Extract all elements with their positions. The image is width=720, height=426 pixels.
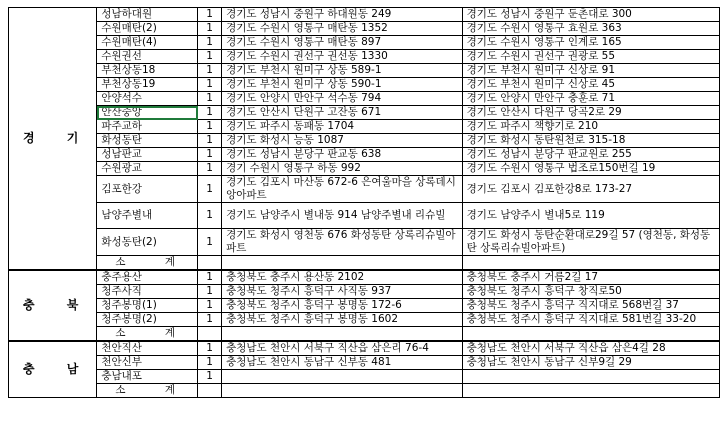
lot-address-cell[interactable]: 충청북도 청주시 흥덕구 봉명동 1602 [222,313,463,327]
subtotal-row [9,327,720,342]
lot-address-cell[interactable]: 경기도 수원시 영통구 매탄동 1352 [222,22,463,36]
site-name-cell[interactable]: 부천상동19 [97,78,198,92]
site-name-cell[interactable]: 안양석수 [97,92,198,106]
count-cell[interactable]: 1 [198,341,222,356]
road-address-cell[interactable]: 경기도 성남시 중원구 둔촌대로 300 [462,8,719,22]
count-cell[interactable]: 1 [198,285,222,299]
count-cell[interactable]: 1 [198,270,222,285]
table-row [9,120,720,134]
subtotal-road-cell[interactable] [462,327,719,342]
site-name-cell[interactable]: 수원권선 [97,50,198,64]
lot-address-cell[interactable]: 경기도 안산시 단원구 고잔동 671 [222,106,463,120]
count-cell[interactable]: 1 [198,162,222,176]
site-name-cell[interactable]: 수원매탄(2) [97,22,198,36]
road-address-cell[interactable]: 경기도 수원시 영통구 인계로 165 [462,36,719,50]
subtotal-count-cell[interactable] [198,256,222,271]
site-name-cell[interactable]: 청주봉명(1) [97,299,198,313]
table-row [9,50,720,64]
road-address-cell[interactable]: 경기도 파주시 책향기로 210 [462,120,719,134]
lot-address-cell[interactable]: 경기도 성남시 중원구 하대원동 249 [222,8,463,22]
site-name-cell[interactable]: 성남판교 [97,148,198,162]
subtotal-lot-cell[interactable] [222,384,463,398]
lot-address-cell[interactable]: 경기도 화성시 능동 1087 [222,134,463,148]
site-name-cell[interactable]: 화성동탄 [97,134,198,148]
count-cell[interactable]: 1 [198,203,222,229]
lot-address-cell[interactable]: 경기도 남양주시 별내동 914 남양주별내 리슈빌 [222,203,463,229]
lot-address-cell[interactable]: 경기도 수원시 권선구 권선동 1330 [222,50,463,64]
subtotal-label: 소 계 [97,384,198,398]
subtotal-row [9,256,720,271]
site-name-cell[interactable]: 천안신부 [97,356,198,370]
road-address-cell[interactable]: 충청남도 천안시 동남구 신부9길 29 [462,356,719,370]
lot-address-cell[interactable] [222,370,463,384]
road-address-cell[interactable]: 충청북도 청주시 흥덕구 창직로50 [462,285,719,299]
count-cell[interactable]: 1 [198,120,222,134]
lot-address-cell[interactable]: 충청남도 천안시 서북구 직산읍 삼은리 76-4 [222,341,463,356]
road-address-cell[interactable]: 경기도 수원시 영통구 법조로150번길 19 [462,162,719,176]
lot-address-cell[interactable]: 경기 수원시 영통구 하동 992 [222,162,463,176]
subtotal-label: 소 계 [97,327,198,342]
site-name-cell[interactable]: 청주봉명(2) [97,313,198,327]
road-address-cell[interactable]: 충청남도 천안시 서북구 직산읍 삼은4길 28 [462,341,719,356]
site-name-cell[interactable]: 수원매탄(4) [97,36,198,50]
road-address-cell[interactable]: 경기도 남양주시 별내5로 119 [462,203,719,229]
lot-address-cell[interactable]: 경기도 성남시 분당구 판교동 638 [222,148,463,162]
site-name-cell[interactable]: 청주사직 [97,285,198,299]
lot-address-cell[interactable]: 경기도 파주시 동패동 1704 [222,120,463,134]
site-name-cell[interactable]: 충주용산 [97,270,198,285]
lot-address-cell[interactable]: 경기도 부천시 원미구 상동 589-1 [222,64,463,78]
count-cell[interactable]: 1 [198,229,222,256]
road-address-cell[interactable]: 경기도 수원시 영통구 효원로 363 [462,22,719,36]
count-cell[interactable]: 1 [198,299,222,313]
count-cell[interactable]: 1 [198,148,222,162]
road-address-cell[interactable]: 경기도 수원시 권선구 권광로 55 [462,50,719,64]
site-name-cell[interactable]: 수원광교 [97,162,198,176]
table-row [9,370,720,384]
lot-address-cell[interactable]: 충청북도 청주시 흥덕구 사직동 937 [222,285,463,299]
road-address-cell[interactable]: 경기도 부천시 원미구 신상로 45 [462,78,719,92]
table-row [9,299,720,313]
count-cell[interactable]: 1 [198,134,222,148]
count-cell[interactable]: 1 [198,22,222,36]
site-name-cell[interactable]: 김포한강 [97,176,198,203]
table-row [9,36,720,50]
site-name-cell[interactable]: 안산중앙 [97,106,198,120]
lot-address-cell[interactable]: 경기도 화성시 영천동 676 화성동탄 상록리슈빌아파트 [222,229,463,256]
subtotal-count-cell[interactable] [198,384,222,398]
table-row [9,285,720,299]
table-row [9,148,720,162]
table-row [9,203,720,229]
region-label: 충 북 [9,270,97,341]
table-row [9,78,720,92]
road-address-cell[interactable]: 경기도 화성시 동탄순환대로29길 57 (영천동, 화성동탄 상록리슈빌아파트) [462,229,719,256]
facility-address-table [8,7,720,398]
subtotal-road-cell[interactable] [462,256,719,271]
table-row [9,92,720,106]
count-cell[interactable]: 1 [198,370,222,384]
road-address-cell[interactable]: 경기도 안산시 다원구 당곡2로 29 [462,106,719,120]
subtotal-count-cell[interactable] [198,327,222,342]
count-cell[interactable]: 1 [198,78,222,92]
site-name-cell[interactable]: 부천상동18 [97,64,198,78]
site-name-cell[interactable]: 화성동탄(2) [97,229,198,256]
count-cell[interactable]: 1 [198,50,222,64]
site-name-cell[interactable]: 천안직산 [97,341,198,356]
road-address-cell[interactable]: 충청북도 충주시 거름2길 17 [462,270,719,285]
lot-address-cell[interactable]: 경기도 안양시 만안구 석수동 794 [222,92,463,106]
road-address-cell[interactable]: 충청북도 청주시 흥덕구 직지대로 568번길 37 [462,299,719,313]
table-row [9,270,720,285]
count-cell[interactable]: 1 [198,356,222,370]
lot-address-cell[interactable]: 경기도 수원시 영통구 매탄동 897 [222,36,463,50]
subtotal-label: 소 계 [97,256,198,271]
road-address-cell[interactable]: 경기도 부천시 원미구 신상로 91 [462,64,719,78]
count-cell[interactable]: 1 [198,64,222,78]
lot-address-cell[interactable]: 충청북도 청주시 흥덕구 봉명동 172-6 [222,299,463,313]
count-cell[interactable]: 1 [198,8,222,22]
subtotal-road-cell[interactable] [462,384,719,398]
road-address-cell[interactable] [462,370,719,384]
road-address-cell[interactable]: 경기도 안양시 만안구 충훈로 71 [462,92,719,106]
table-row [9,64,720,78]
site-name-cell[interactable]: 파주교하 [97,120,198,134]
table-row [9,313,720,327]
table-row [9,356,720,370]
site-name-cell[interactable]: 충남내포 [97,370,198,384]
count-cell[interactable]: 1 [198,176,222,203]
table-row [9,162,720,176]
table-row [9,134,720,148]
table-row [9,106,720,120]
subtotal-lot-cell[interactable] [222,327,463,342]
table-row [9,229,720,256]
count-cell[interactable]: 1 [198,106,222,120]
lot-address-cell[interactable]: 충청남도 천안시 동남구 신부동 481 [222,356,463,370]
count-cell[interactable]: 1 [198,92,222,106]
table-row [9,341,720,356]
table-row [9,176,720,203]
table-row [9,8,720,22]
subtotal-lot-cell[interactable] [222,256,463,271]
count-cell[interactable]: 1 [198,36,222,50]
subtotal-row [9,384,720,398]
road-address-cell[interactable]: 경기도 성남시 분당구 판교원로 255 [462,148,719,162]
lot-address-cell[interactable]: 경기도 부천시 원미구 상동 590-1 [222,78,463,92]
site-name-cell[interactable]: 남양주별내 [97,203,198,229]
count-cell[interactable]: 1 [198,313,222,327]
road-address-cell[interactable]: 충청북도 청주시 흥덕구 직지대로 581번길 33-20 [462,313,719,327]
region-label: 충 남 [9,341,97,398]
road-address-cell[interactable]: 경기도 김포시 김포한강8로 173-27 [462,176,719,203]
table-row [9,22,720,36]
region-label: 경 기 [9,8,97,271]
road-address-cell[interactable]: 경기도 화성시 동탄원천로 315-18 [462,134,719,148]
lot-address-cell[interactable]: 경기도 김포시 마산동 672-6 은여울마을 상록데시앙아파트 [222,176,463,203]
site-name-cell[interactable]: 성남하대원 [97,8,198,22]
lot-address-cell[interactable]: 충청북도 충주시 용산동 2102 [222,270,463,285]
